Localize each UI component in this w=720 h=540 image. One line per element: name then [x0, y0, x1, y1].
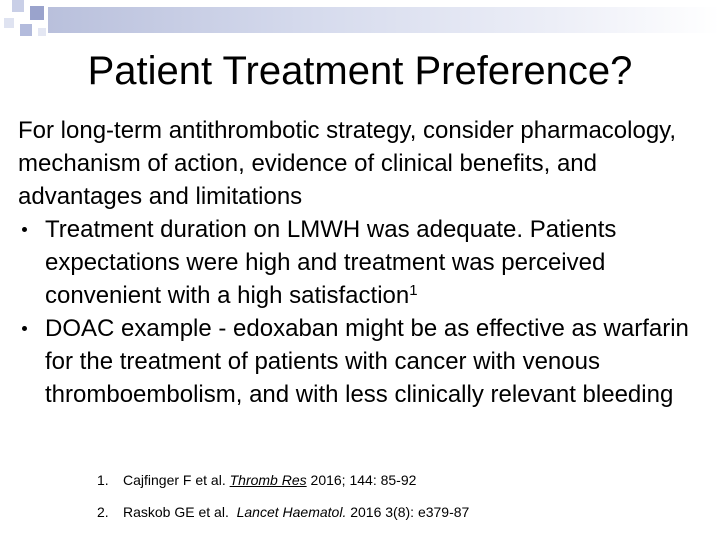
reference-details: 2016 3(8): e379-87	[346, 504, 470, 520]
deco-square	[30, 6, 44, 20]
title-accent-bar	[48, 7, 720, 33]
bullet-dot-icon	[22, 326, 27, 331]
bullet-dot-icon	[22, 227, 27, 232]
deco-square	[38, 28, 46, 36]
deco-square	[4, 18, 14, 28]
bullet-item	[18, 213, 708, 312]
bullet-list	[18, 213, 708, 411]
reference-journal: Lancet Haematol.	[236, 504, 347, 520]
reference-item	[97, 464, 697, 496]
reference-list	[97, 464, 697, 528]
deco-square	[12, 0, 24, 12]
reference-authors: Cajfinger F et al.	[123, 472, 230, 488]
reference-number: 2.	[97, 504, 109, 520]
slide-body	[18, 114, 708, 411]
slide-title: Patient Treatment Preference?	[87, 49, 633, 93]
reference-journal: Thromb Res	[229, 472, 307, 488]
reference-details: 2016; 144: 85-92	[306, 472, 417, 488]
deco-square	[20, 24, 32, 36]
bullet-text: Treatment duration on LMWH was adequate. Patients expectations were high and treatment was perceived convenient with a high satisfaction	[45, 216, 617, 309]
intro-paragraph: For long-term antithrombotic strategy, consider pharmacology, mechanism of action, evidence of clinical benefits, and advantages and limitations	[18, 117, 677, 210]
bullet-text: DOAC example - edoxaban might be as effective as warfarin for the treatment of patients with cancer with venous thromboembolism, and with less clinically relevant bleeding	[45, 315, 689, 408]
reference-item	[97, 496, 697, 528]
bullet-item	[18, 312, 708, 411]
reference-authors: Raskob GE et al.	[123, 504, 237, 520]
reference-number: 1.	[97, 472, 109, 488]
citation-superscript: 1	[409, 282, 418, 299]
